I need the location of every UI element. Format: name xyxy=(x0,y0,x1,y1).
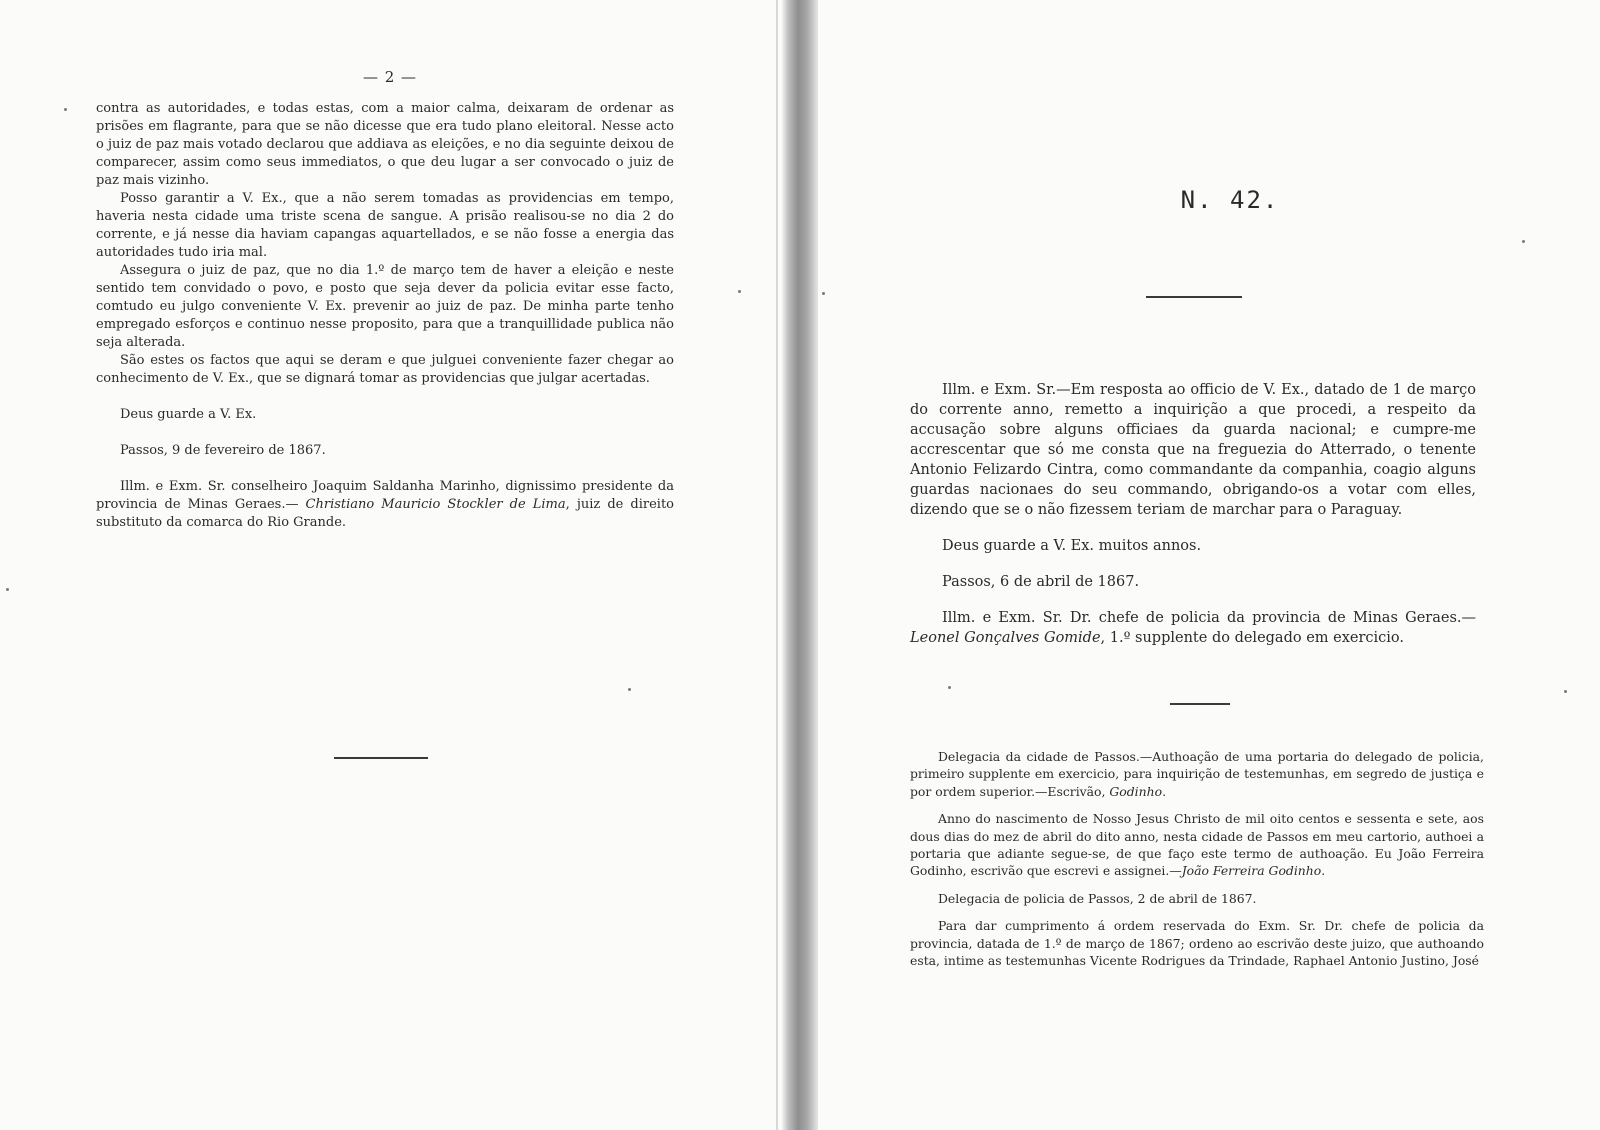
page-number: — 2 — xyxy=(362,68,418,86)
signature: Godinho xyxy=(1109,783,1163,799)
record-paragraph xyxy=(910,748,1484,800)
paper-speck xyxy=(822,292,825,295)
record-text-span: . xyxy=(1321,863,1326,879)
closing-salutation: Deus guarde a V. Ex. muitos annos. xyxy=(942,538,1202,554)
section-divider xyxy=(334,757,428,759)
section-divider xyxy=(1170,703,1230,705)
paragraph: Posso garantir a V. Ex., que a não serem tomadas as providencias em tempo, haveria nesta cidade uma triste scena de sangue. A prisão realisou-se no dia 2 do corrente, e já nesse dia haviam capangas aquartellados, e se não fosse a energia das autoridades tudo iria mal. xyxy=(96,191,674,260)
paper-speck xyxy=(64,108,67,111)
record-text-span: Delegacia da cidade de Passos.—Authoação de uma portaria do delegado de policia, primeiro supplente em exercicio, para inquirição de testemunhas, em segredo de justiça e por ordem superior.—Escrivão, xyxy=(910,749,1484,799)
record-text xyxy=(910,748,1484,969)
signature: João Ferreira Godinho xyxy=(1181,863,1322,879)
record-text-span: . xyxy=(1162,783,1167,799)
paper-speck xyxy=(1564,690,1567,693)
document-number: N. 42. xyxy=(1180,186,1280,214)
addressee: Illm. e Exm. Sr. Dr. chefe de policia da provincia de Minas Geraes.— xyxy=(942,610,1476,626)
record-paragraph xyxy=(910,810,1484,880)
book-gutter xyxy=(782,0,818,1130)
signature-title: , 1.º supplente do delegado em exercicio. xyxy=(1100,630,1405,646)
place-date: Passos, 9 de fevereiro de 1867. xyxy=(120,443,326,458)
signature: Leonel Gonçalves Gomide xyxy=(910,630,1101,646)
signature: Christiano Mauricio Stockler de Lima xyxy=(305,497,566,512)
letter-body: Illm. e Exm. Sr.—Em resposta ao officio de V. Ex., datado de 1 de março do corrente anno, remetto a inquirição a que procedi, a respeito da accusação sobre alguns officiaes da guarda nacional; e cumpre-me accrescentar que só me consta que na freguezia do Atterrado, o tenente Antonio Felizardo Cintra, como commandante da companhia, coagio alguns guardas nacionaes do seu commando, obrigando-os a votar com elles, dizendo que se o não fizessem teriam de marchar para o Paraguay. xyxy=(910,382,1476,518)
record-paragraph: Delegacia de policia de Passos, 2 de abril de 1867. xyxy=(938,890,1257,906)
paragraph: contra as autoridades, e todas estas, com a maior calma, deixaram de ordenar as prisões em flagrante, para que se não dicesse que era tudo plano eleitoral. Nesse acto o juiz de paz mais votado declarou que addiava as eleições, e no dia seguinte deixou de comparecer, assim como seus immediatos, o que deu lugar a ser convocado o juiz de paz mais vizinho. xyxy=(96,101,674,188)
paper-speck xyxy=(738,290,741,293)
closing-salutation: Deus guarde a V. Ex. xyxy=(120,407,257,422)
right-page xyxy=(820,0,1600,1130)
place-date: Passos, 6 de abril de 1867. xyxy=(942,574,1140,590)
left-page xyxy=(0,0,780,1130)
addressee-signature xyxy=(96,478,674,532)
record-text-span: Anno do nascimento de Nosso Jesus Christo de mil oito centos e sessenta e sete, aos dous dias do mez de abril do dito anno, nesta cidade de Passos em meu cartorio, authoei a portaria que adiante segue-se, de que faço este termo de authoação. Eu João Ferreira Godinho, escrivão que escrevi e assignei.— xyxy=(910,811,1484,879)
letter-text xyxy=(910,380,1476,648)
section-divider xyxy=(1146,296,1242,298)
addressee-signature xyxy=(910,608,1476,648)
left-page-text xyxy=(96,100,674,532)
addressee: Illm. e Exm. Sr. conselheiro Joaquim Saldanha Marinho, dignissimo presidente da provincia de Minas Geraes.— xyxy=(96,479,674,512)
paper-speck xyxy=(1522,240,1525,243)
paper-speck xyxy=(6,588,9,591)
paragraph: São estes os factos que aqui se deram e que julguei conveniente fazer chegar ao conhecimento de V. Ex., que se dignará tomar as providencias que julgar acertadas. xyxy=(96,353,674,386)
paragraph: Assegura o juiz de paz, que no dia 1.º de março tem de haver a eleição e neste sentido tem convidado o povo, e posto que seja dever da policia evitar esse facto, comtudo eu julgo conveniente V. Ex. prevenir ao juiz de paz. De minha parte tenho empregado esforços e continuo nesse proposito, para que a tranquillidade publica não seja alterada. xyxy=(96,263,674,350)
paper-speck xyxy=(628,688,631,691)
signature-title: , juiz de direito substituto da comarca do Rio Grande. xyxy=(96,497,674,530)
paper-speck xyxy=(948,686,951,689)
record-paragraph: Para dar cumprimento á ordem reservada do Exm. Sr. Dr. chefe de policia da provincia, datada de 1.º de março de 1867; ordeno ao escrivão deste juizo, que authoando esta, intime as testemunhas Vicente Rodrigues da Trindade, Raphael Antonio Justino, José xyxy=(910,918,1484,969)
